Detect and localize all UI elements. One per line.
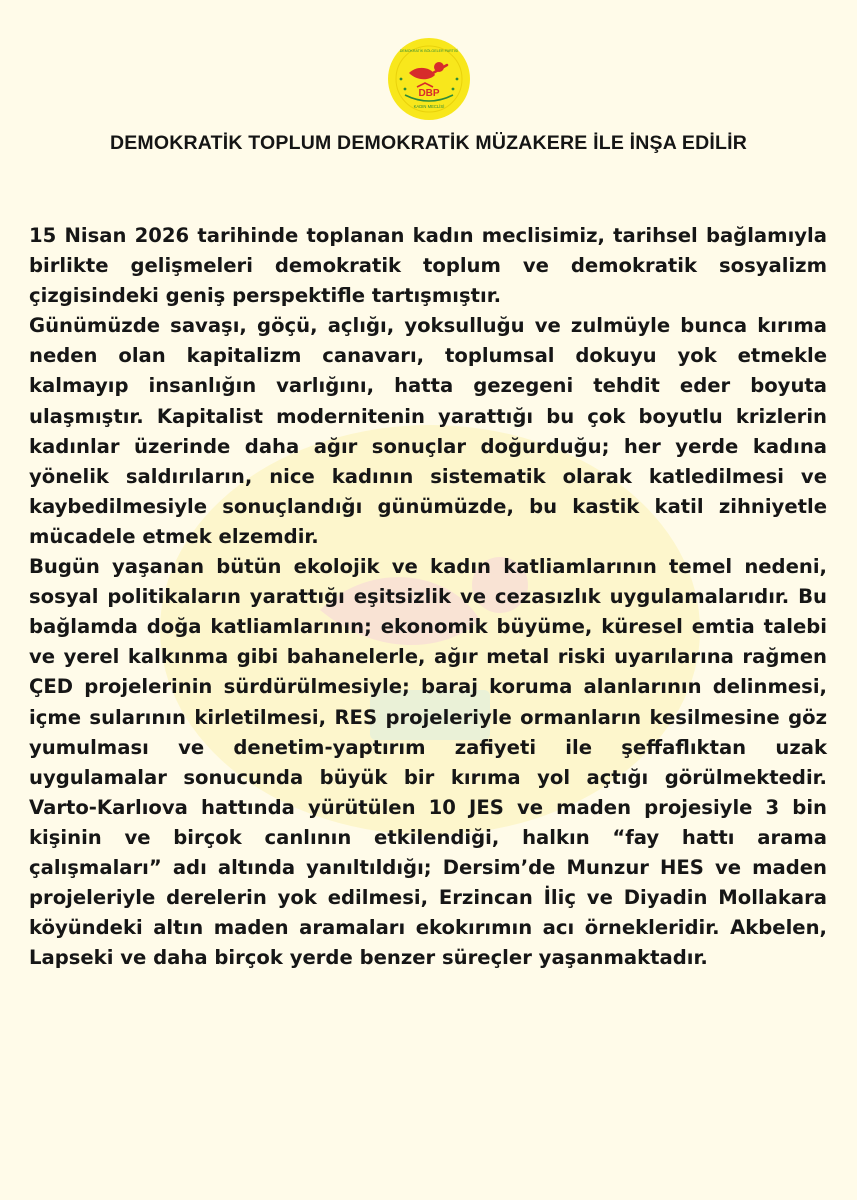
document-body — [29, 221, 827, 973]
svg-text:KADIN MECLİSİ: KADIN MECLİSİ — [413, 104, 445, 109]
svg-text:DBP: DBP — [418, 88, 440, 99]
document-title: DEMOKRATİK TOPLUM DEMOKRATİK MÜZAKERE İLE İNŞA EDİLİR — [109, 132, 748, 154]
paragraph: Bugün yaşanan bütün ekolojik ve kadın katliamlarının temel nedeni, sosyal politikaların yarattığı eşitsizlik ve cezasızlık uygulamalarıdır. Bu bağlamda doğa katliamlarının; ekonomik büyüme, küresel emtia talebi ve yerel kalkınma gibi bahanelerle, ağır metal riski uyarılarına rağmen ÇED projelerinin sürdürülmesiyle; baraj koruma alanlarının delinmesi, içme sularının kirletilmesi, RES projeleriyle ormanların kesilmesine göz yumulması ve denetim-yaptırım zafiyeti ile şeffaflıktan uzak uygulamalar sonucunda büyük bir kırıma yol açtığı görülmektedir. Varto-Karlıova hattında yürütülen 10 JES ve maden projesiyle 3 bin kişinin ve birçok canlının etkilendiği, halkın “fay hattı arama çalışmaları” adı altında yanıltıldığı; Dersim’de Munzur HES ve maden projeleriyle derelerin yok edilmesi, Erzincan İliç ve Diyadin Mollakara köyündeki altın maden aramaları ekokırımın acı örnekleridir. Akbelen, Lapseki ve daha birçok yerde benzer süreçler yaşanmaktadır. — [29, 555, 827, 970]
paragraph: 15 Nisan 2026 tarihinde toplanan kadın meclisimiz, tarihsel bağlamıyla birlikte gelişmeleri demokratik toplum ve demokratik sosyalizm çizgisindeki geniş perspektifle tartışmıştır. — [29, 224, 827, 308]
svg-text:DEMOKRATİK BÖLGELER PARTİSİ: DEMOKRATİK BÖLGELER PARTİSİ — [399, 49, 459, 53]
party-logo-icon — [387, 37, 471, 121]
paragraph: Günümüzde savaşı, göçü, açlığı, yoksulluğu ve zulmüyle bunca kırıma neden olan kapitalizm canavarı, toplumsal dokuyu yok etmekle kalmayıp insanlığın varlığını, hatta gezegeni tehdit eder boyuta ulaşmıştır. Kapitalist modernitenin yarattığı bu çok boyutlu krizlerin kadınlar üzerinde daha ağır sonuçlar doğurduğu; her yerde kadına yönelik saldırıların, nice kadının sistematik olarak katledilmesi ve kaybedilmesiyle sonuçlandığı günümüzde, bu kastik katil zihniyetle mücadele etmek elzemdir. — [29, 314, 827, 548]
